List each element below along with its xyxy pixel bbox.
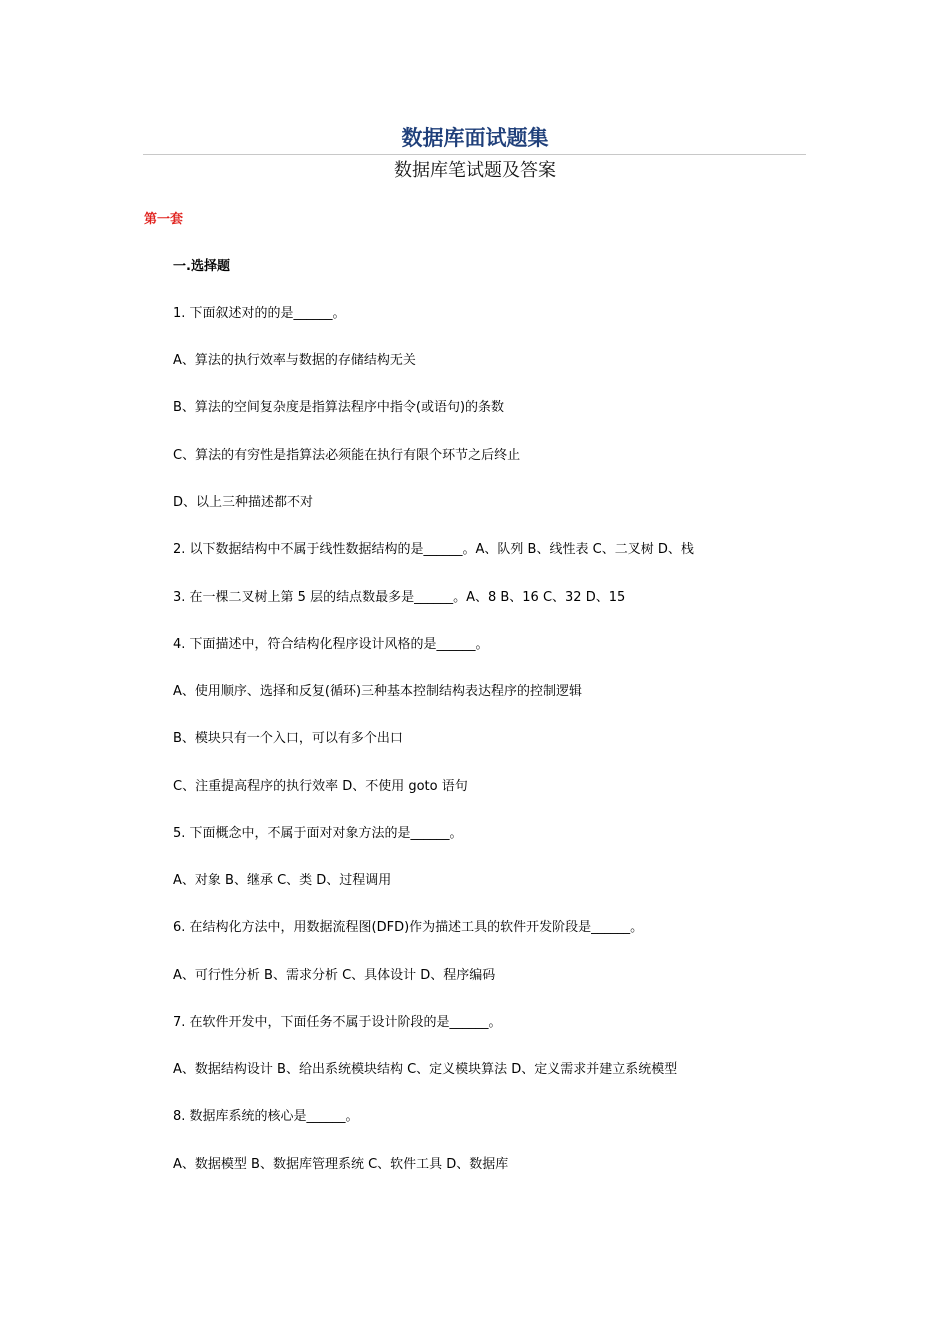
question-7-options: A、数据结构设计 B、给出系统模块结构 C、定义模块算法 D、定义需求并建立系统模型 [173,1062,678,1077]
question-5-options: A、对象 B、继承 C、类 D、过程调用 [173,873,392,888]
question-4-option-cd: C、注重提高程序的执行效率 D、不使用 goto 语句 [173,779,468,794]
section-heading: 一.选择题 [173,259,230,274]
question-3: 3. 在一棵二叉树上第 5 层的结点数最多是______。A、8 B、16 C、32 D、15 [173,590,626,605]
question-7: 7. 在软件开发中，下面任务不属于设计阶段的是______。 [173,1015,502,1030]
page-title: 数据库面试题集 [401,126,549,150]
question-2: 2. 以下数据结构中不属于线性数据结构的是______。A、队列 B、线性表 C、二叉树 D、栈 [173,542,694,557]
question-1-option-a: A、算法的执行效率与数据的存储结构无关 [173,353,416,368]
title-divider [143,154,806,155]
question-6-options: A、可行性分析 B、需求分析 C、具体设计 D、程序编码 [173,968,496,983]
question-8-options: A、数据模型 B、数据库管理系统 C、软件工具 D、数据库 [173,1157,509,1172]
question-1-option-d: D、以上三种描述都不对 [173,495,314,510]
question-4-option-b: B、模块只有一个入口，可以有多个出口 [173,731,403,746]
question-4: 4. 下面描述中，符合结构化程序设计风格的是______。 [173,637,489,652]
set-heading: 第一套 [144,212,184,227]
question-6: 6. 在结构化方法中，用数据流程图(DFD)作为描述工具的软件开发阶段是______。 [173,920,644,935]
question-8: 8. 数据库系统的核心是______。 [173,1109,359,1124]
question-1: 1. 下面叙述对的的是______。 [173,306,346,321]
question-5: 5. 下面概念中，不属于面对对象方法的是______。 [173,826,463,841]
question-4-option-a: A、使用顺序、选择和反复(循环)三种基本控制结构表达程序的控制逻辑 [173,684,583,699]
question-1-option-b: B、算法的空间复杂度是指算法程序中指令(或语句)的条数 [173,400,505,415]
question-1-option-c: C、算法的有穷性是指算法必须能在执行有限个环节之后终止 [173,448,521,463]
page-subtitle: 数据库笔试题及答案 [394,160,556,181]
